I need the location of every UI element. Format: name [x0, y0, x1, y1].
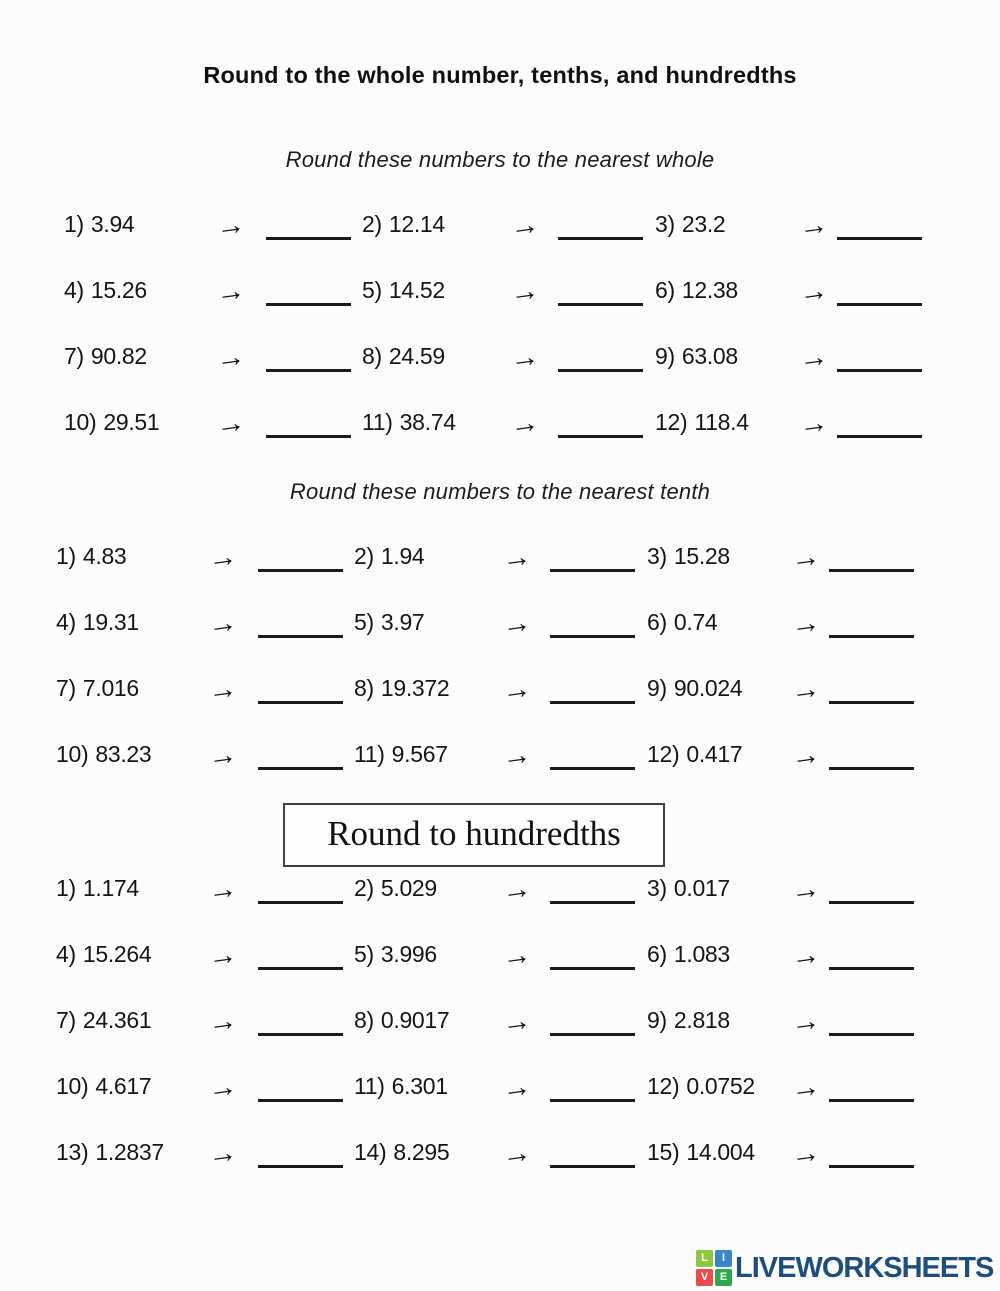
problem-number: 3) [647, 875, 667, 901]
arrow-right-icon: → [499, 738, 534, 774]
problem-row [0, 535, 1000, 575]
problem-number: 10) [56, 741, 89, 767]
problem [56, 735, 206, 773]
problem-number: 7) [56, 675, 76, 701]
answer-blank[interactable] [266, 299, 351, 306]
answer-blank[interactable] [558, 365, 643, 372]
arrow-right-icon: → [205, 1004, 240, 1040]
problem-value: 0.74 [673, 609, 718, 635]
problem [64, 337, 214, 375]
problem-number: 6) [647, 609, 667, 635]
problem-number: 4) [56, 941, 76, 967]
arrow-right-icon: → [507, 340, 542, 376]
problem [354, 735, 500, 773]
arrow-right-icon: → [499, 606, 534, 642]
problem-number: 12) [647, 741, 680, 767]
arrow-right-icon: → [788, 1004, 823, 1040]
arrow-right-icon: → [205, 672, 240, 708]
problem [362, 271, 508, 309]
problem [354, 1067, 500, 1105]
answer-blank[interactable] [837, 431, 922, 438]
problem-value: 3.97 [380, 609, 425, 635]
problem [647, 1133, 789, 1171]
problem-row [0, 203, 1000, 243]
problem-value: 29.51 [103, 409, 160, 435]
arrow-right-icon: → [788, 738, 823, 774]
arrow-right-icon: → [796, 406, 831, 442]
problem-number: 4) [56, 609, 76, 635]
problem-value: 8.295 [393, 1139, 450, 1165]
problem-value: 4.617 [95, 1073, 152, 1099]
problem [56, 1001, 206, 1039]
section-heading-whole: Round these numbers to the nearest whole [285, 147, 715, 172]
arrow-right-icon: → [205, 606, 240, 642]
answer-blank[interactable] [258, 1161, 343, 1168]
problem-value: 15.28 [673, 543, 730, 569]
answer-blank[interactable] [258, 1095, 343, 1102]
arrow-right-icon: → [788, 938, 823, 974]
arrow-right-icon: → [205, 938, 240, 974]
problem [647, 1001, 789, 1039]
arrow-right-icon: → [499, 1004, 534, 1040]
logo-tile-l: L [696, 1250, 713, 1267]
arrow-right-icon: → [213, 340, 248, 376]
answer-blank[interactable] [550, 1095, 635, 1102]
problem-value: 14.004 [686, 1139, 755, 1165]
problem-row [0, 733, 1000, 773]
arrow-right-icon: → [788, 672, 823, 708]
problem-value: 0.0752 [686, 1073, 755, 1099]
problem-number: 3) [655, 211, 675, 237]
answer-blank[interactable] [258, 1029, 343, 1036]
answer-blank[interactable] [550, 963, 635, 970]
answer-blank[interactable] [829, 697, 914, 704]
answer-blank[interactable] [837, 365, 922, 372]
problem-number: 11) [362, 409, 393, 435]
arrow-right-icon: → [499, 540, 534, 576]
problem-value: 63.08 [681, 343, 738, 369]
problem-row [0, 335, 1000, 375]
problem [354, 935, 500, 973]
problem-value: 24.361 [82, 1007, 152, 1033]
arrow-right-icon: → [499, 1070, 534, 1106]
arrow-right-icon: → [205, 872, 240, 908]
answer-blank[interactable] [829, 897, 914, 904]
answer-blank[interactable] [258, 631, 343, 638]
arrow-right-icon: → [507, 274, 542, 310]
page-title: Round to the whole number, tenths, and hundredths [203, 62, 797, 88]
problem-value: 5.029 [380, 875, 437, 901]
problem-number: 11) [354, 1073, 385, 1099]
brand-name: LIVEWORKSHEETS [735, 1251, 994, 1284]
problem-number: 14) [354, 1139, 387, 1165]
problem [56, 869, 206, 907]
problem-number: 12) [647, 1073, 680, 1099]
problem-row [0, 999, 1000, 1039]
answer-blank[interactable] [266, 431, 351, 438]
problem [655, 205, 797, 243]
answer-blank[interactable] [550, 763, 635, 770]
problem-number: 12) [655, 409, 688, 435]
problem-value: 23.2 [681, 211, 726, 237]
problem [647, 869, 789, 907]
section-heading-hundredths: Round to hundredths [283, 803, 665, 867]
problem-number: 6) [655, 277, 675, 303]
arrow-right-icon: → [205, 1136, 240, 1172]
arrow-right-icon: → [213, 406, 248, 442]
problem-number: 9) [647, 1007, 667, 1033]
problem-number: 11) [354, 741, 385, 767]
problem-number: 10) [64, 409, 97, 435]
arrow-right-icon: → [205, 738, 240, 774]
problem-value: 2.818 [673, 1007, 730, 1033]
answer-blank[interactable] [837, 299, 922, 306]
problem-number: 1) [64, 211, 84, 237]
problem [362, 337, 508, 375]
problem-number: 1) [56, 543, 76, 569]
answer-blank[interactable] [829, 1161, 914, 1168]
problem-number: 4) [64, 277, 84, 303]
problem-number: 6) [647, 941, 667, 967]
problem-value: 83.23 [95, 741, 152, 767]
answer-blank[interactable] [829, 1095, 914, 1102]
problem-number: 15) [647, 1139, 680, 1165]
arrow-right-icon: → [213, 208, 248, 244]
problem-row [0, 933, 1000, 973]
problem [354, 537, 500, 575]
liveworksheets-tiles-icon [696, 1250, 732, 1286]
problem [362, 205, 508, 243]
problem [56, 537, 206, 575]
section-tenth [0, 535, 1000, 773]
problem-value: 14.52 [388, 277, 445, 303]
problem-row [0, 601, 1000, 641]
problem-number: 2) [354, 543, 374, 569]
logo-tile-e: E [715, 1269, 732, 1286]
problem-value: 90.82 [90, 343, 147, 369]
problem-value: 7.016 [82, 675, 139, 701]
problem-value: 0.417 [686, 741, 743, 767]
problem-value: 1.174 [82, 875, 139, 901]
problem [655, 337, 797, 375]
answer-blank[interactable] [829, 1029, 914, 1036]
problem [655, 403, 797, 441]
problem-row [0, 667, 1000, 707]
problem-value: 118.4 [694, 409, 749, 435]
section-heading-tenth: Round these numbers to the nearest tenth [289, 479, 711, 504]
arrow-right-icon: → [788, 1136, 823, 1172]
problem-number: 3) [647, 543, 667, 569]
problem [655, 271, 797, 309]
problem [64, 205, 214, 243]
answer-blank[interactable] [550, 631, 635, 638]
arrow-right-icon: → [205, 540, 240, 576]
problem-row [0, 867, 1000, 907]
answer-blank[interactable] [258, 897, 343, 904]
arrow-right-icon: → [788, 872, 823, 908]
answer-blank[interactable] [258, 763, 343, 770]
answer-blank[interactable] [266, 365, 351, 372]
arrow-right-icon: → [499, 872, 534, 908]
problem [647, 1067, 789, 1105]
problem [354, 1133, 500, 1171]
answer-blank[interactable] [266, 233, 351, 240]
problem [56, 935, 206, 973]
problem-number: 9) [647, 675, 667, 701]
problem-number: 7) [64, 343, 84, 369]
problem [647, 735, 789, 773]
answer-blank[interactable] [550, 565, 635, 572]
problem [647, 935, 789, 973]
problem [354, 603, 500, 641]
arrow-right-icon: → [507, 208, 542, 244]
problem-value: 3.94 [90, 211, 135, 237]
answer-blank[interactable] [550, 1029, 635, 1036]
arrow-right-icon: → [788, 606, 823, 642]
logo-tile-v: V [696, 1269, 713, 1286]
problem-row [0, 1131, 1000, 1171]
answer-blank[interactable] [550, 897, 635, 904]
problem [64, 271, 214, 309]
problem-row [0, 1065, 1000, 1105]
problem-number: 2) [362, 211, 382, 237]
problem-value: 38.74 [399, 409, 456, 435]
answer-blank[interactable] [258, 697, 343, 704]
problem-value: 6.301 [391, 1073, 448, 1099]
problem [64, 403, 214, 441]
problem-value: 0.9017 [380, 1007, 450, 1033]
answer-blank[interactable] [829, 763, 914, 770]
arrow-right-icon: → [499, 672, 534, 708]
answer-blank[interactable] [829, 963, 914, 970]
problem [647, 603, 789, 641]
problem [362, 403, 508, 441]
liveworksheets-logo [696, 1250, 993, 1286]
section-hundredths [0, 867, 1000, 1171]
arrow-right-icon: → [213, 274, 248, 310]
problem [354, 1001, 500, 1039]
answer-blank[interactable] [558, 233, 643, 240]
problem [647, 537, 789, 575]
answer-blank[interactable] [258, 963, 343, 970]
arrow-right-icon: → [788, 1070, 823, 1106]
arrow-right-icon: → [796, 274, 831, 310]
problem-number: 5) [354, 941, 374, 967]
problem-value: 19.31 [82, 609, 139, 635]
problem [56, 603, 206, 641]
problem-value: 9.567 [391, 741, 448, 767]
problem-number: 9) [655, 343, 675, 369]
logo-tile-i: I [715, 1250, 732, 1267]
problem [354, 669, 500, 707]
answer-blank[interactable] [829, 631, 914, 638]
problem [647, 669, 789, 707]
problem [56, 1133, 206, 1171]
problem-value: 12.14 [388, 211, 445, 237]
problem-number: 5) [354, 609, 374, 635]
arrow-right-icon: → [796, 208, 831, 244]
answer-blank[interactable] [829, 565, 914, 572]
answer-blank[interactable] [837, 233, 922, 240]
problem [56, 1067, 206, 1105]
problem-value: 90.024 [673, 675, 743, 701]
problem-value: 15.264 [82, 941, 152, 967]
answer-blank[interactable] [558, 299, 643, 306]
problem-number: 2) [354, 875, 374, 901]
problem-number: 8) [362, 343, 382, 369]
problem-value: 3.996 [380, 941, 437, 967]
problem-row [0, 401, 1000, 441]
arrow-right-icon: → [205, 1070, 240, 1106]
problem-value: 1.2837 [95, 1139, 164, 1165]
problem-value: 12.38 [681, 277, 738, 303]
problem-number: 1) [56, 875, 76, 901]
problem-number: 7) [56, 1007, 76, 1033]
problem-value: 19.372 [380, 675, 450, 701]
problem-number: 5) [362, 277, 382, 303]
answer-blank[interactable] [558, 431, 643, 438]
answer-blank[interactable] [550, 1161, 635, 1168]
arrow-right-icon: → [499, 938, 534, 974]
problem-number: 10) [56, 1073, 89, 1099]
arrow-right-icon: → [507, 406, 542, 442]
problem-value: 1.083 [673, 941, 730, 967]
arrow-right-icon: → [796, 340, 831, 376]
answer-blank[interactable] [258, 565, 343, 572]
problem-value: 0.017 [673, 875, 730, 901]
problem-value: 15.26 [90, 277, 147, 303]
arrow-right-icon: → [788, 540, 823, 576]
problem [354, 869, 500, 907]
problem-number: 8) [354, 1007, 374, 1033]
problem-row [0, 269, 1000, 309]
problem-value: 24.59 [388, 343, 445, 369]
answer-blank[interactable] [550, 697, 635, 704]
problem-value: 4.83 [82, 543, 127, 569]
problem-number: 13) [56, 1139, 89, 1165]
arrow-right-icon: → [499, 1136, 534, 1172]
problem-number: 8) [354, 675, 374, 701]
problem-value: 1.94 [380, 543, 425, 569]
section-whole [0, 203, 1000, 441]
problem [56, 669, 206, 707]
